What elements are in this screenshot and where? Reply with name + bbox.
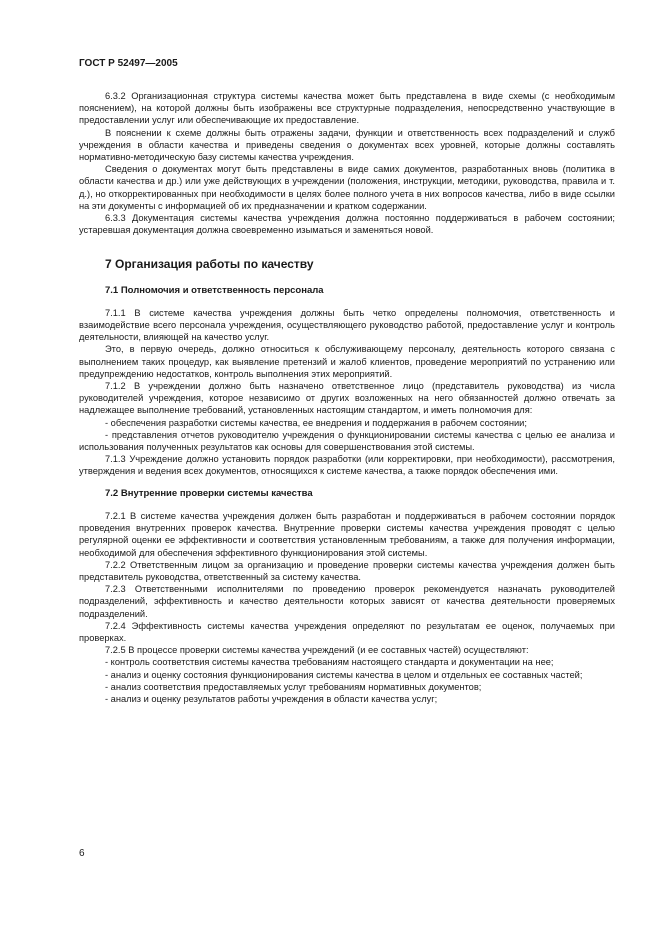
list-item: - представления отчетов руководителю учреждения о функционировании системы качества с целью ее анализа и использования полученных результатов как основы для совершенствования этой системы. bbox=[79, 429, 615, 453]
paragraph: 6.3.2 Организационная структура системы качества может быть представлена в виде схемы (с необходимым пояснением), на которой должны быть изображены все структурные подразделения, непосредственно участвующие в предоставлении услуг или обеспечивающие их предоставление. bbox=[79, 91, 615, 126]
paragraph: 7.2.2 Ответственным лицом за организацию и проведение проверки системы качества учреждения должен быть представитель руководства, ответственный за систему качества. bbox=[79, 559, 615, 582]
paragraph: 7.2.5 В процессе проверки системы качества учреждений (и ее составных частей) осуществляют: bbox=[105, 645, 529, 656]
list-item: - анализ соответствия предоставляемых услуг требованиям нормативных документов; bbox=[105, 681, 482, 692]
document-header: ГОСТ Р 52497—2005 bbox=[79, 58, 178, 69]
paragraph: 7.1.2 В учреждении должно быть назначено ответственное лицо (представитель руководства) из числа руководителей учреждения, которое независимо от других возложенных на него обязанностей должно отвечать за надлежащее выполнение требований, установленных настоящим стандартом, и иметь полномочия для: bbox=[79, 381, 615, 416]
paragraph: 7.2.3 Ответственными исполнителями по проведению проверок рекомендуется назначать руководителей подразделений, эффективность и качество деятельности которых зависят от качества деятельности проверяемых подразделений. bbox=[79, 584, 615, 619]
paragraph: 6.3.3 Документация системы качества учреждения должна постоянно поддерживаться в рабочем состоянии; устаревшая документация должна своевременно изыматься и заменяться новой. bbox=[79, 213, 615, 236]
section-heading: 7 Организация работы по качеству bbox=[105, 257, 314, 272]
document-body bbox=[79, 90, 615, 705]
paragraph: 7.2.1 В системе качества учреждения должен быть разработан и поддерживаться в рабочем состоянии порядок проведения внутренних проверок качества. Внутренние проверки системы качества учреждения проводят с целью регулярной оценки ее эффективности и соответствия установленным требованиям, а также для получения информации, необходимой для обеспечения эффективного функционирования этой системы. bbox=[79, 510, 615, 558]
paragraph: 7.1.1 В системе качества учреждения должны быть четко определены полномочия, ответственность и взаимодействие всего персонала учреждения, осуществляющего руководство работой, предоставление услуг и контроль деятельности, влияющей на качество услуг. bbox=[79, 307, 615, 343]
page-number: 6 bbox=[79, 848, 85, 859]
list-item: - анализ и оценку результатов работы учреждения в области качества услуг; bbox=[105, 693, 438, 704]
list-item: - анализ и оценку состояния функционирования системы качества в целом и отдельных ее составных частей; bbox=[105, 669, 583, 680]
subsection-heading: 7.2 Внутренние проверки системы качества bbox=[105, 487, 313, 499]
paragraph: Сведения о документах могут быть представлены в виде самих документов, разработанных вновь (политика в области качества и др.) или уже действующих в учреждении (положения, инструкции, методики, руководства, правила и т. д.), но откорректированных при необходимости в целях более полного учета в них вопросов качества, либо в виде ссылки на эти документы с информацией об их предназначении и кратком содержании. bbox=[79, 164, 615, 211]
paragraph: 7.1.3 Учреждение должно установить порядок разработки (или корректировки, при необходимости), рассмотрения, утверждения и ведения всех документов, относящихся к системе качества, а также порядок обеспечения ими. bbox=[79, 454, 615, 477]
list-item: - контроль соответствия системы качества требованиям настоящего стандарта и документации на нее; bbox=[105, 657, 554, 668]
paragraph: Это, в первую очередь, должно относиться к обслуживающему персоналу, деятельность которого связана с выполнением таких процедур, как выявление претензий и жалоб клиентов, проведение мероприятий по устранению или предупреждению недостатков, контроль выполнения этих мероприятий. bbox=[79, 344, 615, 379]
list-item: - обеспечения разработки системы качества, ее внедрения и поддержания в рабочем состоянии; bbox=[105, 417, 527, 428]
subsection-heading: 7.1 Полномочия и ответственность персонала bbox=[105, 284, 324, 296]
paragraph: 7.2.4 Эффективность системы качества учреждения определяют по результатам ее оценок, получаемых при проверках. bbox=[79, 620, 615, 643]
paragraph: В пояснении к схеме должны быть отражены задачи, функции и ответственность всех подразделений и служб учреждения в области качества и приведены сведения о документах всех уровней, которые должны составлять нормативно-методическую базу системы качества учреждения. bbox=[79, 127, 615, 163]
